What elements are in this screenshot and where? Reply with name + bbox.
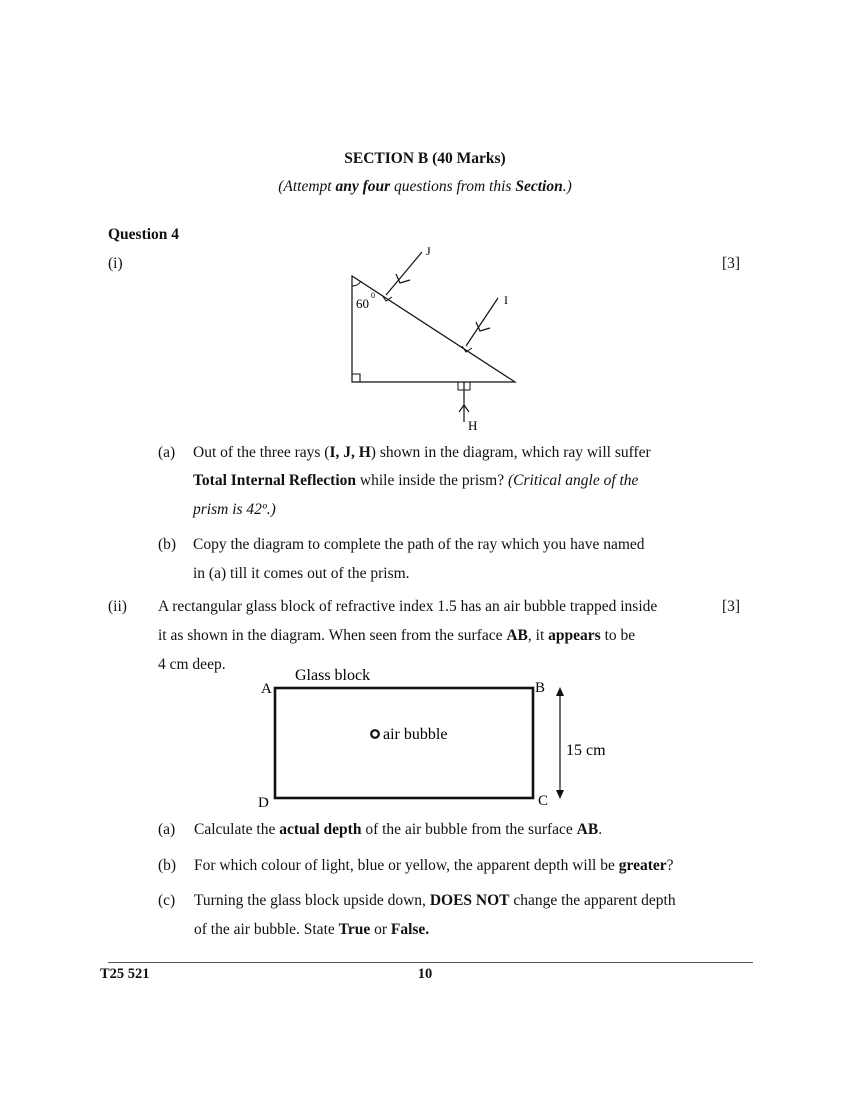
page-number: 10: [417, 966, 433, 982]
part2-line1: A rectangular glass block of refractive index 1.5 has an air bubble trapped inside: [158, 598, 658, 615]
part2-line3: 4 cm deep.: [158, 656, 226, 673]
part2-a-label: (a): [158, 821, 176, 838]
section-instruction: (Attempt any four questions from this Section.): [278, 178, 572, 195]
ray-h-label: H: [468, 418, 478, 433]
part2-a-text: Calculate the actual depth of the air bubble from the surface AB.: [194, 821, 603, 838]
angle-arc: [352, 281, 361, 286]
angle-label: 60: [356, 296, 369, 311]
prism-outline: [352, 276, 515, 382]
part1-marks: [3]: [722, 255, 741, 272]
part2-c-label: (c): [158, 892, 176, 909]
part1-b-label: (b): [158, 536, 177, 553]
part2-number: (ii): [108, 598, 127, 615]
ray-i-normal-mark: [462, 346, 472, 352]
right-angle-marker: [352, 374, 360, 382]
part2-line2: it as shown in the diagram. When seen from the surface AB, it appears to be: [158, 627, 636, 644]
part1-a-line2: Total Internal Reflection while inside the prism? (Critical angle of the: [193, 472, 639, 489]
height-arrow-bottom: [556, 790, 564, 799]
corner-b: B: [535, 680, 546, 696]
part1-a-line3: prism is 42º.): [193, 501, 276, 518]
part1-number: (i): [108, 255, 123, 272]
ray-j: [386, 252, 422, 295]
part2-b-text: For which colour of light, blue or yellow, the apparent depth will be greater?: [194, 857, 674, 874]
part2-marks: [3]: [722, 598, 741, 615]
corner-c: C: [538, 793, 549, 809]
part1-b-line2: in (a) till it comes out of the prism.: [193, 565, 410, 582]
part2-b-label: (b): [158, 857, 177, 874]
height-label: 15 cm: [566, 742, 606, 759]
part1-b-line1: Copy the diagram to complete the path of the ray which you have named: [193, 536, 645, 553]
corner-a: A: [261, 681, 272, 697]
ray-i-label: I: [504, 293, 508, 307]
footer-code: T25 521: [100, 966, 150, 982]
angle-degree: 0: [371, 291, 375, 300]
prism-diagram: [340, 240, 540, 440]
section-title: SECTION B (40 Marks): [344, 150, 506, 167]
air-bubble-label: air bubble: [383, 726, 448, 743]
footer-rule: [108, 962, 753, 963]
glass-block-label: Glass block: [295, 667, 371, 684]
part2-c-line1: Turning the glass block upside down, DOES NOT change the apparent depth: [194, 892, 676, 909]
question-title: Question 4: [108, 226, 180, 243]
ray-i-arrow: [476, 322, 490, 331]
ray-i: [466, 298, 498, 346]
air-bubble: [371, 730, 379, 738]
part1-a-line1: Out of the three rays (I, J, H) shown in the diagram, which ray will suffer: [193, 444, 651, 461]
corner-d: D: [258, 795, 269, 810]
glass-block-rect: [275, 688, 533, 798]
part2-c-line2: of the air bubble. State True or False.: [194, 921, 430, 938]
height-arrow-top: [556, 687, 564, 696]
ray-j-label: J: [426, 244, 431, 258]
part1-a-label: (a): [158, 444, 176, 461]
glass-block-diagram: [250, 660, 630, 810]
